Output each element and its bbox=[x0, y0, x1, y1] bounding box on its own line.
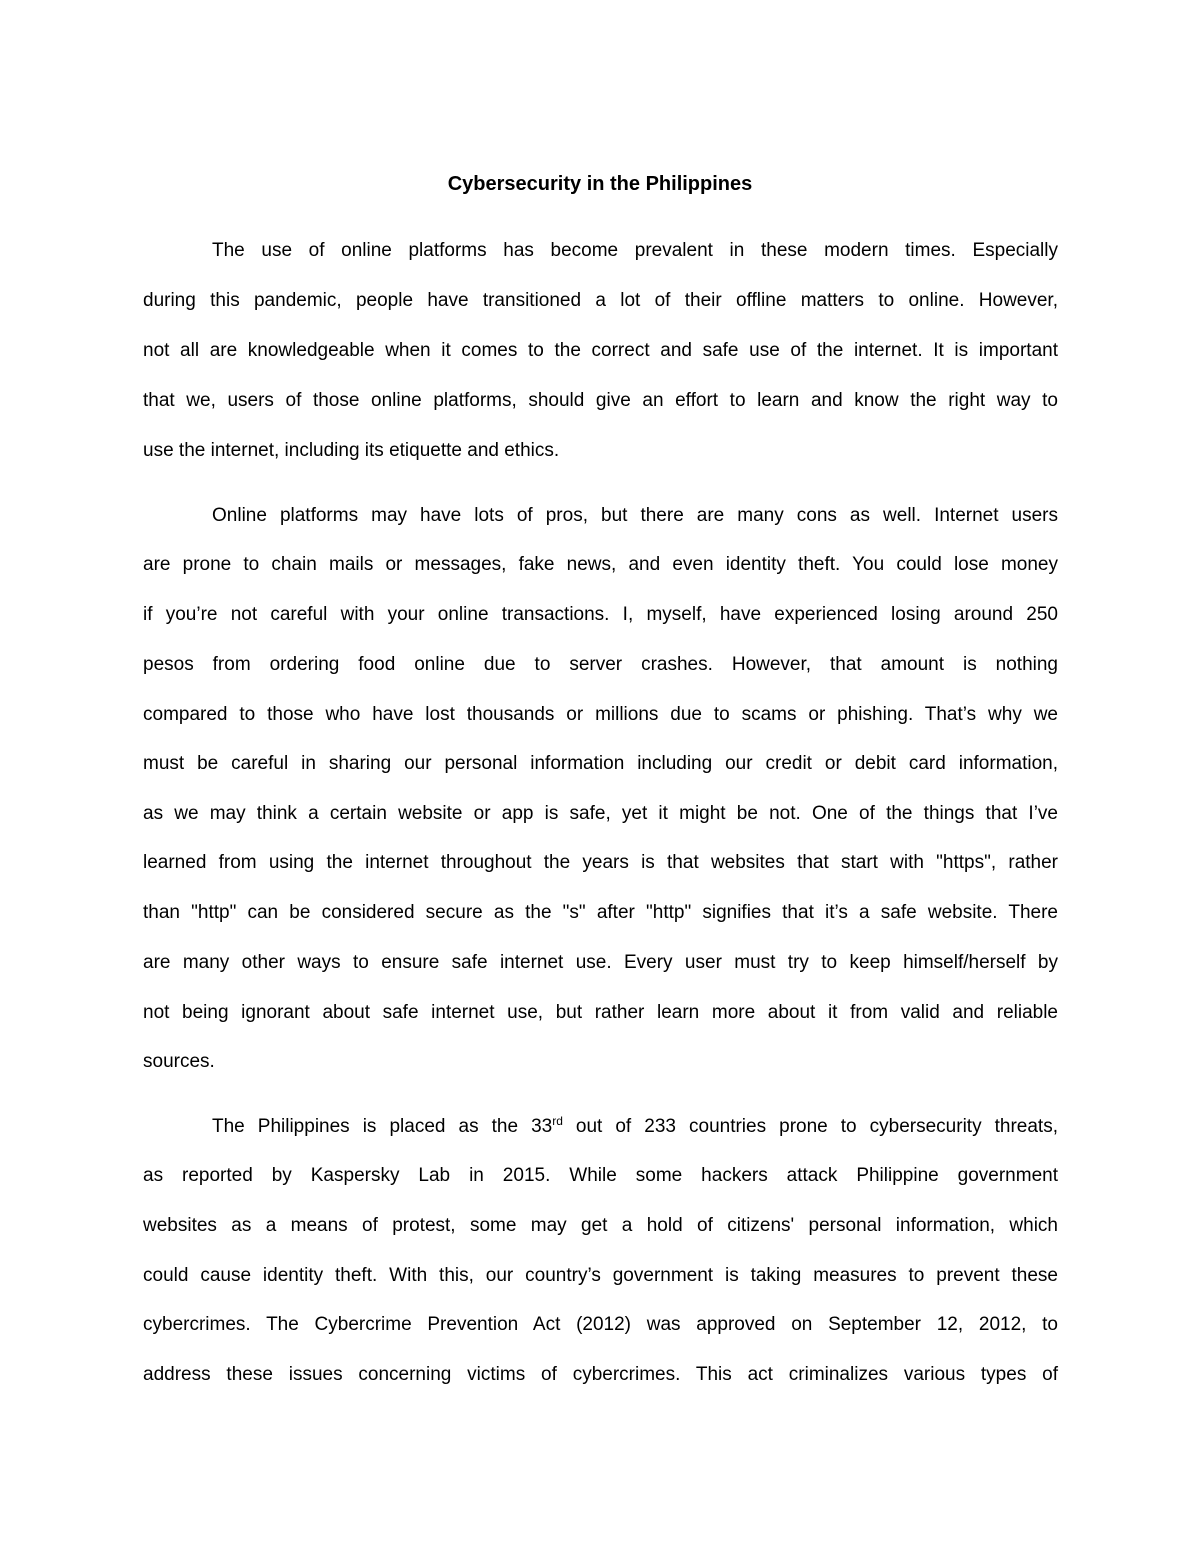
paragraph-1-line-5: use the internet, including its etiquette and ethics. bbox=[143, 440, 560, 461]
paragraph-3-line-6: address these issues concerning victims of cybercrimes. This act criminalizes various types of bbox=[143, 1364, 1058, 1385]
paragraph-1-line-4: that we, users of those online platforms, should give an effort to learn and know the right way to bbox=[143, 390, 1058, 411]
paragraph-3-line-1 bbox=[212, 1114, 1058, 1140]
paragraph-3-line-2: as reported by Kaspersky Lab in 2015. While some hackers attack Philippine government bbox=[143, 1165, 1058, 1186]
paragraph-2-line-3: if you’re not careful with your online transactions. I, myself, have experienced losing around 250 bbox=[143, 604, 1058, 625]
paragraph-3-line-1-text: The Philippines is placed as the 33 bbox=[212, 1116, 553, 1137]
paragraph-3-line-3: websites as a means of protest, some may get a hold of citizens' personal information, which bbox=[143, 1215, 1058, 1236]
paragraph-1-line-3: not all are knowledgeable when it comes to the correct and safe use of the internet. It is important bbox=[143, 340, 1058, 361]
paragraph-2-line-5: compared to those who have lost thousands or millions due to scams or phishing. That’s why we bbox=[143, 704, 1058, 725]
paragraph-2-line-9: than "http" can be considered secure as the "s" after "http" signifies that it’s a safe website. There bbox=[143, 902, 1058, 923]
paragraph-1-line-2: during this pandemic, people have transitioned a lot of their offline matters to online. However, bbox=[143, 290, 1058, 311]
document-title: Cybersecurity in the Philippines bbox=[447, 173, 753, 195]
paragraph-2-line-7: as we may think a certain website or app is safe, yet it might be not. One of the things that I’ve bbox=[143, 803, 1058, 824]
paragraph-3-line-4: could cause identity theft. With this, our country’s government is taking measures to prevent these bbox=[143, 1265, 1058, 1286]
paragraph-2-line-1: Online platforms may have lots of pros, but there are many cons as well. Internet users bbox=[212, 505, 1058, 526]
paragraph-2-line-6: must be careful in sharing our personal information including our credit or debit card information, bbox=[143, 753, 1058, 774]
ordinal-suffix: rd bbox=[552, 1114, 563, 1128]
paragraph-2-line-11: not being ignorant about safe internet use, but rather learn more about it from valid and reliable bbox=[143, 1002, 1058, 1023]
paragraph-2-line-10: are many other ways to ensure safe internet use. Every user must try to keep himself/herself by bbox=[143, 952, 1058, 973]
paragraph-1-line-1: The use of online platforms has become prevalent in these modern times. Especially bbox=[212, 240, 1058, 261]
paragraph-2-line-12: sources. bbox=[143, 1051, 215, 1072]
paragraph-3-line-1-rest: out of 233 countries prone to cybersecurity threats, bbox=[562, 1116, 1058, 1137]
paragraph-2-line-4: pesos from ordering food online due to server crashes. However, that amount is nothing bbox=[143, 654, 1058, 675]
paragraph-3-line-5: cybercrimes. The Cybercrime Prevention Act (2012) was approved on September 12, 2012, to bbox=[143, 1314, 1058, 1335]
paragraph-2-line-8: learned from using the internet throughout the years is that websites that start with "https", rather bbox=[143, 852, 1058, 873]
paragraph-2-line-2: are prone to chain mails or messages, fake news, and even identity theft. You could lose money bbox=[143, 554, 1058, 575]
